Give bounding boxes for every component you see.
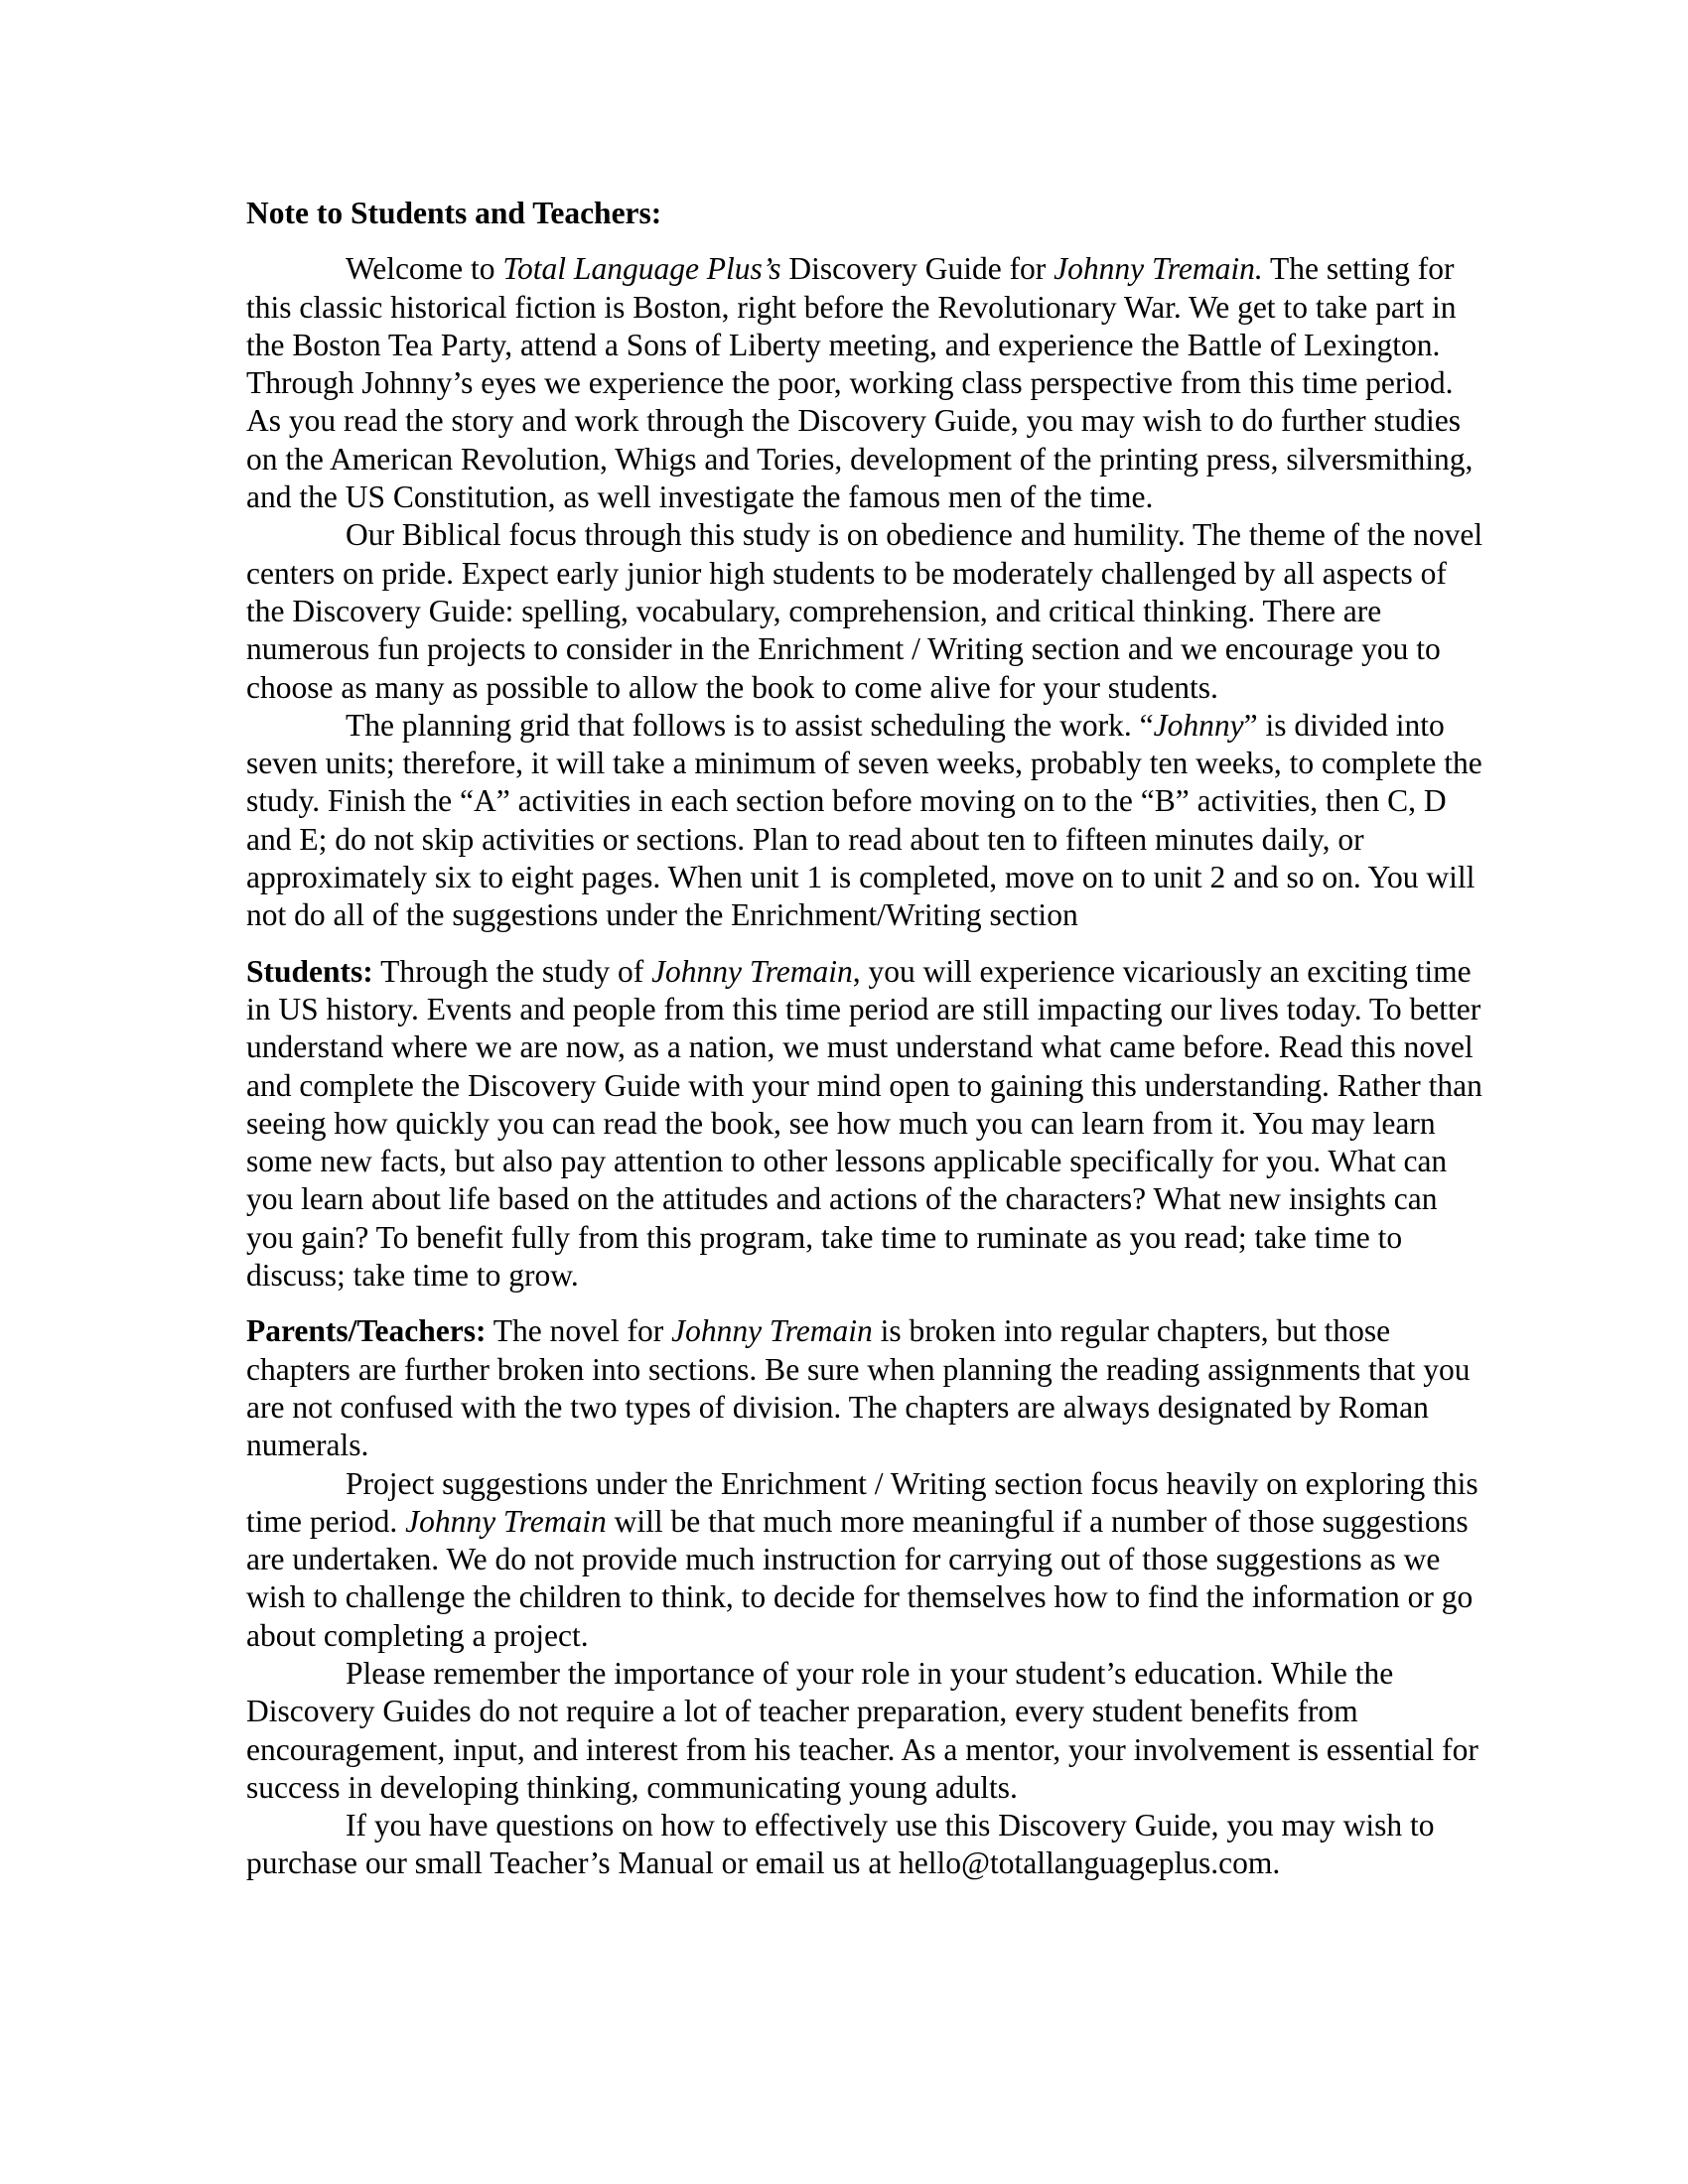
- document-page: [246, 195, 1487, 1883]
- parents-p1-text-2: is broken into regular chapters, but those chapters are further broken into sections. Be sure when planning the reading assignments that you are not confused with the two types of division. The chapters are always designated by Roman numerals.: [246, 1313, 1471, 1463]
- intro-p1-italic-2: Johnny Tremain.: [1054, 251, 1263, 287]
- parents-p2-text-2: will be that much more meaningful if a number of those suggestions are undertaken. We do not provide much instruction for carrying out of those suggestions as we wish to challenge the children to think, to decide for themselves how to find the information or go about completing a project.: [246, 1503, 1474, 1653]
- parents-p1-text-1: The novel for: [486, 1313, 672, 1349]
- intro-paragraph-1: [246, 250, 1487, 516]
- parents-p1-italic-1: Johnny Tremain: [671, 1313, 873, 1349]
- page-heading: Note to Students and Teachers:: [246, 196, 662, 230]
- parents-paragraph-1: [246, 1312, 1487, 1464]
- parents-label: Parents/Teachers:: [246, 1313, 487, 1349]
- students-text-1: Through the study of: [372, 953, 652, 989]
- intro-p1-text-3: The setting for this classic historical fiction is Boston, right before the Revolutionary War. We get to take part in the Boston Tea Party, attend a Sons of Liberty meeting, and experience the Battle of Lexington. Through Johnny’s eyes we experience the poor, working class perspective from this time period. As you read the story and work through the Discovery Guide, you may wish to do further studies on the American Revolution, Whigs and Tories, development of the printing press, silversmithing, and the US Constitution, as well investigate the famous men of the time.: [246, 251, 1474, 515]
- intro-p3-text-2: ” is divided into seven units; therefore, it will take a minimum of seven weeks, probably ten weeks, to complete the study. Finish the “A” activities in each section before moving on to the “B” activities, then C, D and E; do not skip activities or sections. Plan to read about ten to fifteen minutes daily, or approximately six to eight pages. When unit 1 is completed, move on to unit 2 and so on. You will not do all of the suggestions under the Enrichment/Writing section: [246, 707, 1482, 933]
- students-paragraph: [246, 953, 1487, 1296]
- students-label: Students:: [246, 953, 373, 989]
- intro-paragraph-2: Our Biblical focus through this study is on obedience and humility. The theme of the novel centers on pride. Expect early junior high students to be moderately challenged by all aspects of the Discovery Guide: spelling, vocabulary, comprehension, and critical thinking. There are numerous fun projects to consider in the Enrichment / Writing section and we encourage you to choose as many as possible to allow the book to come alive for your students.: [246, 517, 1483, 705]
- parents-p2-italic-1: Johnny Tremain: [405, 1503, 607, 1539]
- intro-p3-italic-1: Johnny: [1153, 707, 1244, 743]
- parents-paragraph-3: Please remember the importance of your role in your student’s education. While the Discovery Guides do not require a lot of teacher preparation, every student benefits from encouragement, input, and interest from his teacher. As a mentor, your involvement is essential for success in developing thinking, communicating young adults.: [246, 1655, 1478, 1805]
- intro-p1-text-1: Welcome to: [346, 251, 503, 287]
- parents-p2-text-1: Project suggestions under the Enrichment / Writing section focus heavily on exploring this time period.: [246, 1465, 1478, 1539]
- students-text-2: , you will experience vicariously an exciting time in US history. Events and people from this time period are still impacting our lives today. To better understand where we are now, as a nation, we must understand what came before. Read this novel and complete the Discovery Guide with your mind open to gaining this understanding. Rather than seeing how quickly you can read the book, see how much you can learn from it. You may learn some new facts, but also pay attention to other lessons applicable specifically for you. What can you learn about life based on the attitudes and actions of the characters? What new insights can you gain? To benefit fully from this program, take time to ruminate as you read; take time to discuss; take time to grow.: [246, 953, 1482, 1294]
- intro-p3-text-1: The planning grid that follows is to assist scheduling the work. “: [346, 707, 1154, 743]
- intro-paragraph-3: [246, 707, 1487, 935]
- parents-paragraph-4: If you have questions on how to effectively use this Discovery Guide, you may wish to purchase our small Teacher’s Manual or email us at hello@totallanguageplus.com.: [246, 1808, 1435, 1881]
- intro-p1-italic-1: Total Language Plus’s: [502, 251, 781, 287]
- intro-p1-text-2: Discovery Guide for: [780, 251, 1055, 287]
- parents-paragraph-2: [246, 1465, 1487, 1655]
- students-italic-1: Johnny Tremain: [651, 953, 853, 989]
